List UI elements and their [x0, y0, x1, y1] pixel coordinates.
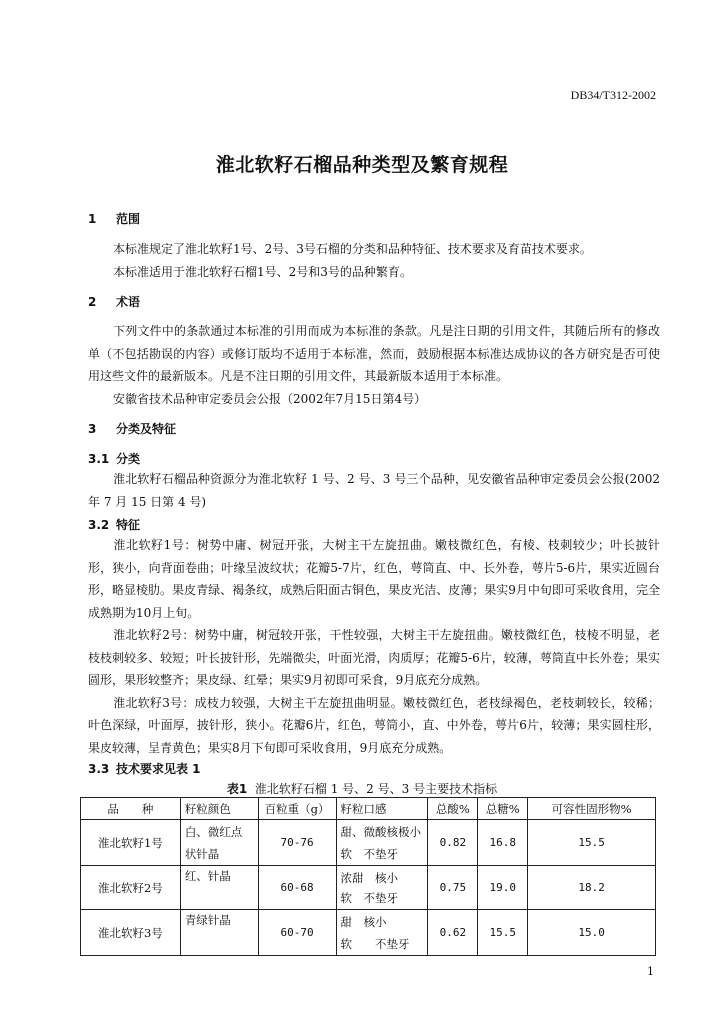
variety-cell: 淮北软籽3号	[81, 910, 181, 956]
paragraph	[88, 468, 660, 513]
table-header-cell: 可容性固形物%	[528, 798, 656, 820]
section-number: 3.2	[88, 518, 110, 532]
table-row	[81, 910, 656, 956]
section-3-2-body	[88, 534, 660, 759]
paragraph	[88, 692, 660, 760]
table-header-cell: 总糖%	[478, 798, 528, 820]
weight-cell: 60-70	[258, 910, 336, 956]
section-3-1-heading	[88, 450, 140, 467]
section-number: 2	[88, 295, 97, 309]
acid-cell: 0.75	[428, 866, 478, 910]
table-header-cell: 品 种	[81, 798, 181, 820]
table-row	[81, 820, 656, 866]
table-caption	[0, 780, 724, 797]
paragraph-text: 淮北软籽1号：树势中庸、树冠开张，大树主干左旋扭曲。嫩枝微红色，有棱、枝刺较少；叶长披针形，狭小，向背面卷曲；叶缘呈波纹状；花瓣5-7片，红色，萼筒直、中、长外卷，萼片5-6片，果实近圆台形，略显棱肋。果皮青绿、褐条纹，成熟后阳面古铜色，果皮光洁、皮薄；果实9月中旬即可采收食用，完全成熟期为10月上旬。	[88, 538, 660, 620]
section-number: 3.1	[88, 452, 110, 466]
solids-cell: 15.5	[528, 820, 656, 866]
table-caption-label: 表1	[226, 782, 248, 796]
section-number: 1	[88, 212, 97, 226]
variety-cell: 淮北软籽1号	[81, 820, 181, 866]
table-header-cell: 籽粒颜色	[180, 798, 258, 820]
paragraph-text: 淮北软籽3号：成枝力较强，大树主干左旋扭曲明显。嫩枝微红色，老枝绿褐色，老枝刺较长，较稀；叶色深绿，叶面厚，披针形，狭小。花瓣6片，红色，萼筒小，直、中外卷，萼片6片，较薄；果实圆柱形，果皮较薄，呈青黄色；果实8月下旬即可采收食用，9月底充分成熟。	[88, 695, 660, 755]
paragraph	[88, 320, 660, 388]
paragraph	[88, 261, 660, 284]
weight-cell: 60-68	[258, 866, 336, 910]
table-row	[81, 866, 656, 910]
section-3-1-body	[88, 468, 660, 513]
table-caption-text: 淮北软籽石榴 1 号、2 号、3 号主要技术指标	[254, 782, 498, 796]
taste-cell	[336, 866, 428, 910]
paragraph-text: 安徽省技术品种审定委员会公报（2002年7月15日第4号）	[113, 391, 427, 406]
weight-cell: 70-76	[258, 820, 336, 866]
cell-line: 软 不垫牙	[340, 936, 410, 951]
paragraph	[88, 238, 660, 261]
section-number: 3	[88, 422, 97, 436]
page-number: 1	[647, 965, 654, 978]
section-3-3-heading	[88, 760, 201, 777]
section-title: 分类及特征	[116, 422, 177, 436]
section-title: 特征	[116, 518, 141, 532]
section-title: 范围	[116, 212, 141, 226]
cell-line: 软 不垫牙	[340, 846, 399, 861]
spec-table	[80, 797, 656, 956]
paragraph	[88, 624, 660, 692]
cell-line: 白、微红点	[184, 824, 243, 839]
cell-line: 红、针晶	[184, 869, 231, 883]
acid-cell: 0.62	[428, 910, 478, 956]
color-cell	[180, 866, 258, 910]
section-title: 技术要求见表 1	[116, 762, 201, 776]
table-header-cell: 籽粒口感	[336, 798, 428, 820]
paragraph-text: 淮北软籽石榴品种资源分为淮北软籽 1 号、2 号、3 号三个品种，见安徽省品种审定委员会公报(2002 年 7 月 15 日第 4 号)	[88, 472, 660, 509]
table-header-cell: 总酸%	[428, 798, 478, 820]
paragraph-text: 本标准适用于淮北软籽石榴1号、2号和3号的品种繁育。	[113, 264, 412, 279]
table-header-row	[81, 798, 656, 820]
section-1-heading	[88, 210, 140, 227]
cell-line: 甜、微酸核极小	[340, 824, 422, 839]
section-2-body	[88, 320, 660, 410]
section-title: 分类	[116, 452, 141, 466]
cell-line: 甜 核小	[340, 914, 387, 929]
section-number: 3.3	[88, 762, 110, 776]
paragraph-text: 下列文件中的条款通过本标准的引用而成为本标准的条款。凡是注日期的引用文件，其随后所有的修改单（不包括勘误的内容）或修订版均不适用于本标准，然而，鼓励根据本标准达成协议的各方研究是否可使用这些文件的最新版本。凡是不注日期的引用文件，其最新版本适用于本标准。	[88, 324, 660, 383]
cell-line: 浓甜 核小	[340, 870, 399, 885]
document-title: 淮北软籽石榴品种类型及繁育规程	[215, 154, 509, 176]
table-header-cell: 百粒重（g）	[258, 798, 336, 820]
section-3-2-heading	[88, 516, 140, 533]
section-title: 术语	[116, 295, 141, 309]
cell-line: 青绿针晶	[184, 913, 231, 927]
cell-line: 状针晶	[184, 846, 220, 861]
variety-cell: 淮北软籽2号	[81, 866, 181, 910]
cell-line: 软 不垫牙	[340, 890, 399, 905]
taste-cell	[336, 820, 428, 866]
sugar-cell: 15.5	[478, 910, 528, 956]
section-3-heading	[88, 420, 176, 437]
acid-cell: 0.82	[428, 820, 478, 866]
sugar-cell: 19.0	[478, 866, 528, 910]
section-1-body	[88, 238, 660, 283]
color-cell	[180, 910, 258, 956]
color-cell	[180, 820, 258, 866]
paragraph-text: 本标准规定了淮北软籽1号、2号、3号石榴的分类和品种特征、技术要求及育苗技术要求。	[113, 242, 592, 256]
paragraph	[88, 388, 660, 411]
solids-cell: 15.0	[528, 910, 656, 956]
taste-cell	[336, 910, 428, 956]
paragraph	[88, 534, 660, 624]
section-2-heading	[88, 293, 140, 310]
sugar-cell: 16.8	[478, 820, 528, 866]
paragraph-text: 淮北软籽2号：树势中庸，树冠较开张，干性较强，大树主干左旋扭曲。嫩枝微红色，枝棱不明显，老枝枝刺较多、较短；叶长披针形，先端微尖，叶面光滑，肉质厚；花瓣5-6片，较薄，萼筒直中长外卷；果实圆形，果形较整齐；果皮绿、红晕；果实9月初即可采食，9月底充分成熟。	[88, 628, 660, 687]
standard-code: DB34/T312-2002	[570, 88, 656, 102]
solids-cell: 18.2	[528, 866, 656, 910]
